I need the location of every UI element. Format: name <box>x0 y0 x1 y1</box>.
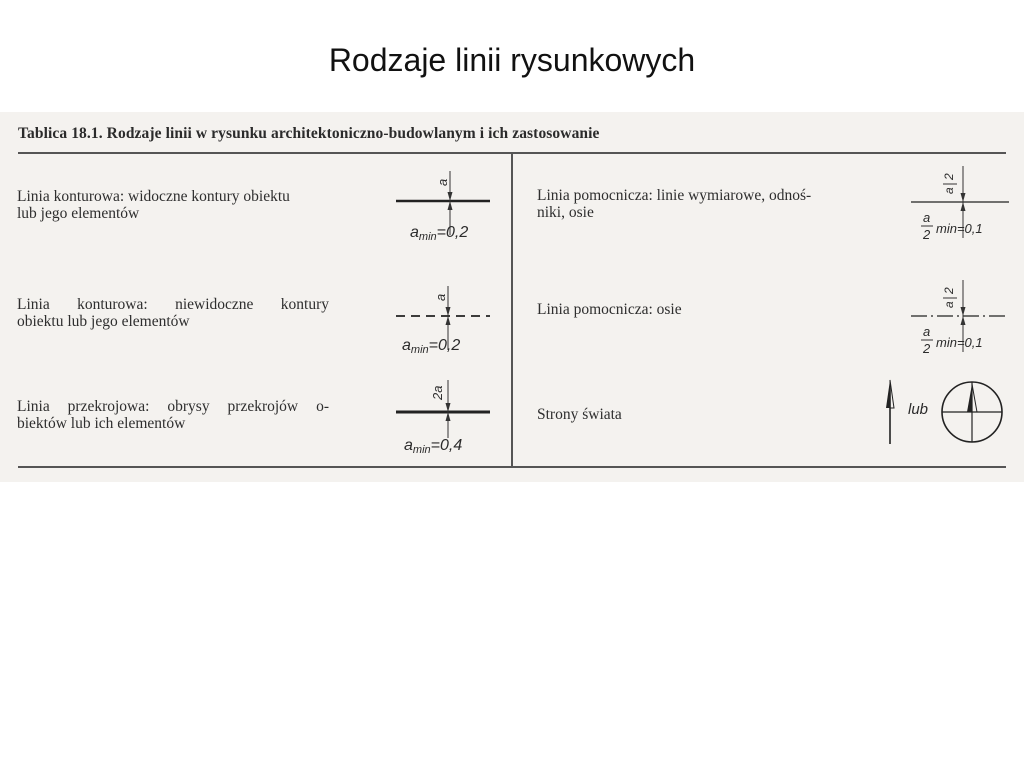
svg-text:2: 2 <box>942 173 956 180</box>
dim-label-2a: 2a <box>430 385 445 400</box>
dashed-line-symbol <box>388 280 498 360</box>
amin-label: amin=0,2 <box>410 224 469 243</box>
column-divider <box>511 152 513 467</box>
dash-dot-line-symbol <box>905 274 1015 360</box>
thin-line-symbol <box>905 160 1015 246</box>
left-row-1-description <box>17 188 332 222</box>
dim-label-a: a <box>433 293 448 301</box>
rotated-fraction <box>942 173 957 194</box>
fraction-num: a <box>923 210 931 225</box>
fraction-den: 2 <box>923 227 931 242</box>
right-row-2-description <box>537 301 857 318</box>
left-row-1-line-2: lub jego elementów <box>17 205 140 222</box>
left-row-2-description <box>17 296 329 330</box>
left-row-3-description <box>17 398 329 432</box>
right-row-1-line-1: Linia pomocnicza: linie wymiarowe, odnoś- <box>537 187 812 204</box>
min-value-label: min=0,1 <box>936 335 983 350</box>
right-row-3-description <box>537 406 857 423</box>
thick-solid-line-symbol <box>388 165 498 245</box>
svg-text:a: a <box>942 187 956 194</box>
right-row-1-line-2: niki, osie <box>537 204 594 221</box>
left-row-1-line-1: Linia konturowa: widoczne kontury obiektu <box>17 188 290 205</box>
fraction-num: a <box>923 324 931 339</box>
left-row-3-line-2: biektów lub ich elementów <box>17 415 186 432</box>
left-row-2-line-1: Linia konturowa: niewidoczne kontury <box>17 296 329 313</box>
right-row-1-description <box>537 187 857 221</box>
fraction-den: 2 <box>923 341 931 356</box>
svg-text:a: a <box>942 301 956 308</box>
dim-label-a: a <box>435 178 450 186</box>
lub-label: lub <box>908 401 929 418</box>
table-caption: Tablica 18.1. Rodzaje linii w rysunku architektoniczno-budowlanym i ich zastosowanie <box>18 125 600 142</box>
left-row-2-line-2: obiektu lub jego elementów <box>17 313 190 330</box>
amin-label: amin=0,2 <box>402 337 461 356</box>
rotated-fraction <box>942 287 957 308</box>
slide-title: Rodzaje linii rysunkowych <box>328 42 696 78</box>
min-value-label: min=0,1 <box>936 221 983 236</box>
north-arrow-symbol <box>878 372 1018 452</box>
right-row-3-line-1: Strony świata <box>537 406 622 423</box>
left-row-3-line-1: Linia przekrojowa: obrysy przekrojów o- <box>17 398 329 415</box>
amin-label: amin=0,4 <box>404 437 463 456</box>
right-row-2-line-1: Linia pomocnicza: osie <box>537 301 682 318</box>
svg-text:2: 2 <box>942 287 956 294</box>
section-line-symbol <box>388 376 498 456</box>
